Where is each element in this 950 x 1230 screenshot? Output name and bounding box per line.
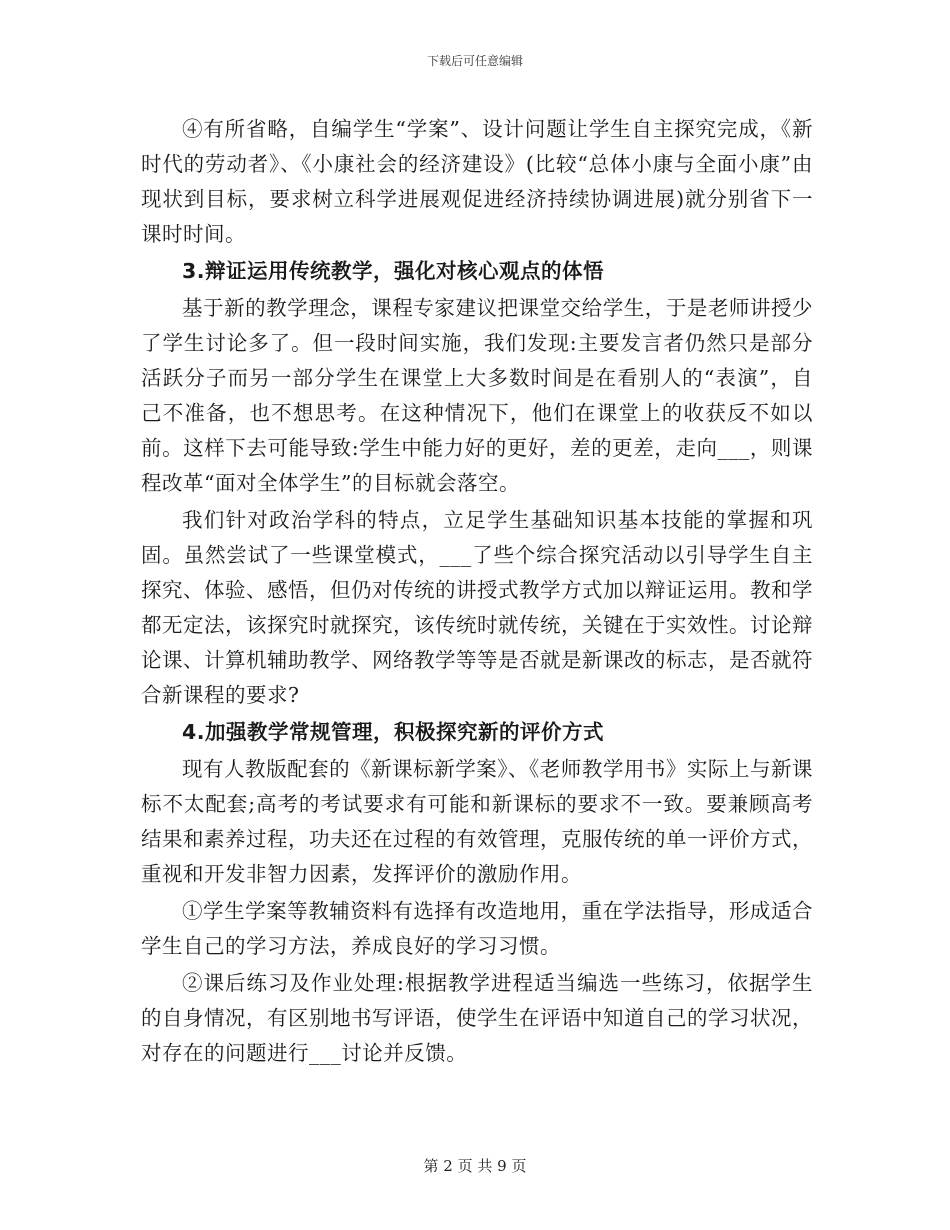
paragraph-textbooks: 现有人教版配套的《新课标新学案》、《老师教学用书》实际上与新课标不太配套;高考的考试要求有可能和新课标的要求不一致。要兼顾高考结果和素养过程，功夫还在过程的有效管理，克服传统的单一评价方式，重视和开发非智力因素，发挥评价的激励作用。 bbox=[141, 757, 813, 886]
paragraph-item-2: ②课后练习及作业处理:根据教学进程适当编选一些练习，依据学生的自身情况，有区别地书写评语，使学生在评语中知道自己的学习状况，对存在的问题进行___讨论并反馈。 bbox=[141, 971, 813, 1065]
paragraph-subject-features: 我们针对政治学科的特点，立足学生基础知识基本技能的掌握和巩固。虽然尝试了一些课堂模式，___了些个综合探究活动以引导学生自主探究、体验、感悟，但仍对传统的讲授式教学方式加以辩证运用。教和学都无定法，该探究时就探究，该传统时就传统，关键在于实效性。讨论辩论课、计算机辅助教学、网络教学等等是否就是新课改的标志，是否就符合新课程的要求? bbox=[141, 508, 813, 707]
document-body bbox=[141, 112, 813, 1073]
page-number: 第 2 页 共 9 页 bbox=[423, 1157, 527, 1175]
paragraph-item-1: ①学生学案等教辅资料有选择有改造地用，重在学法指导，形成适合学生自己的学习方法，养成良好的学习习惯。 bbox=[141, 899, 813, 958]
paragraph-teaching-concept: 基于新的教学理念，课程专家建议把课堂交给学生，于是老师讲授少了学生讨论多了。但一段时间实施，我们发现:主要发言者仍然只是部分活跃分子而另一部分学生在课堂上大多数时间是在看别人的“表演”，自己不准备，也不想思考。在这种情况下，他们在课堂上的收获反不如以前。这样下去可能导致:学生中能力好的更好，差的更差，走向___，则课程改革“面对全体学生”的目标就会落空。 bbox=[141, 296, 813, 495]
section-heading-4: 4.加强教学常规管理，积极探究新的评价方式 bbox=[182, 720, 605, 744]
page-header: 下载后可任意编辑 bbox=[426, 54, 523, 68]
section-heading-3: 3.辩证运用传统教学，强化对核心观点的体悟 bbox=[182, 259, 605, 283]
paragraph-item-4: ④有所省略，自编学生“学案”、设计问题让学生自主探究完成，《新时代的劳动者》、《小康社会的经济建设》(比较“总体小康与全面小康”由现状到目标，要求树立科学进展观促进经济持续协调进展)就分别省下一课时时间。 bbox=[141, 117, 813, 246]
